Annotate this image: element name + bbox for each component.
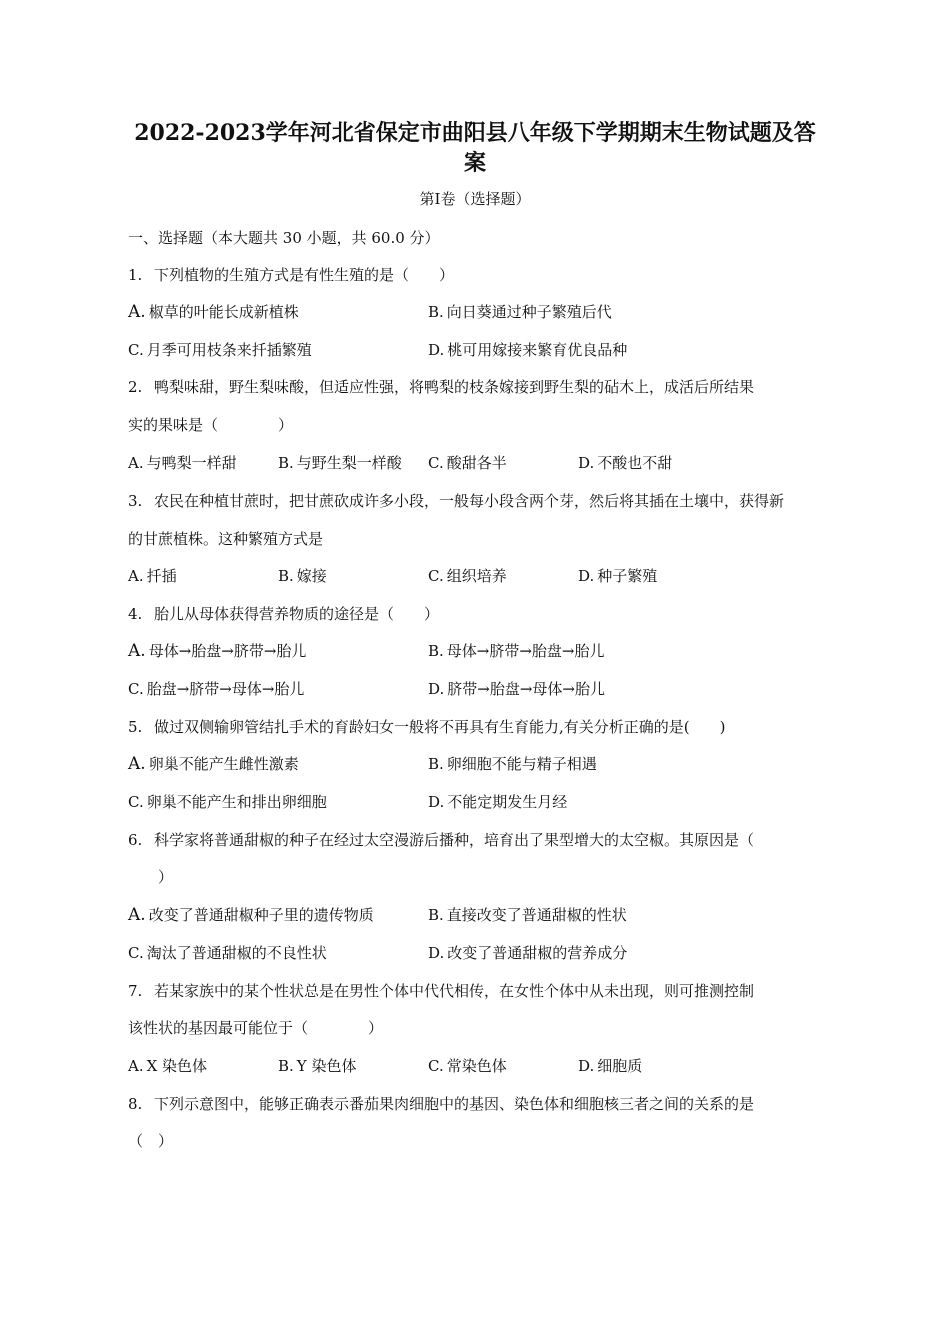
option-5a: A. 卵巢不能产生雌性激素 xyxy=(128,754,299,774)
option-4c: C. 胎盘→脐带→母体→胎儿 xyxy=(128,680,305,698)
option-5c: C. 卵巢不能产生和排出卵细胞 xyxy=(128,793,327,811)
option-3d: D. 种子繁殖 xyxy=(578,567,658,585)
question-number: 6. xyxy=(128,831,143,849)
question-number: 3. xyxy=(128,492,143,510)
option-6a: A. 改变了普通甜椒种子里的遗传物质 xyxy=(128,905,374,925)
question-number: 1. xyxy=(128,266,143,284)
question-6 xyxy=(128,829,754,851)
question-text: 若某家族中的某个性状总是在男性个体中代代相传，在女性个体中从未出现，则可推测控制 xyxy=(154,982,755,1000)
option-2a: A. 与鸭梨一样甜 xyxy=(128,454,237,472)
question-text: 鸭梨味甜，野生梨味酸，但适应性强，将鸭梨的枝条嫁接到野生梨的砧木上，成活后所结果 xyxy=(154,378,755,396)
option-6c: C. 淘汰了普通甜椒的不良性状 xyxy=(128,944,327,962)
option-7a: A. X 染色体 xyxy=(128,1057,208,1075)
option-7c: C. 常染色体 xyxy=(428,1057,507,1075)
question-6-cont: ） xyxy=(158,868,174,886)
question-number: 7. xyxy=(128,982,143,1000)
question-number: 4. xyxy=(128,605,143,623)
option-2b: B. 与野生梨一样酸 xyxy=(278,454,402,472)
option-3a: A. 扦插 xyxy=(128,567,177,585)
question-number: 2. xyxy=(128,378,143,396)
question-2-cont: 实的果味是（ ） xyxy=(128,416,294,434)
section-title: 第Ⅰ卷（选择题） xyxy=(419,190,531,208)
question-4 xyxy=(128,603,439,625)
option-6b: B. 直接改变了普通甜椒的性状 xyxy=(428,906,627,924)
question-text: 下列植物的生殖方式是有性生殖的是（ ） xyxy=(154,266,455,284)
document-title-line1: 2022-2023学年河北省保定市曲阳县八年级下学期期末生物试题及答 xyxy=(134,120,816,146)
option-7b: B. Y 染色体 xyxy=(278,1057,357,1075)
question-1 xyxy=(128,264,454,286)
document-title-line2: 案 xyxy=(463,150,486,176)
part-header: 一、选择题（本大题共 30 小题，共 60.0 分） xyxy=(128,229,440,247)
question-text: 下列示意图中，能够正确表示番茄果肉细胞中的基因、染色体和细胞核三者之间的关系的是 xyxy=(154,1095,755,1113)
question-text: 做过双侧输卵管结扎手术的育龄妇女一般将不再具有生育能力,有关分析正确的是( ) xyxy=(154,718,726,736)
question-5 xyxy=(128,716,725,738)
question-7-cont: 该性状的基因最可能位于（ ） xyxy=(128,1019,384,1037)
option-6d: D. 改变了普通甜椒的营养成分 xyxy=(428,944,628,962)
question-number: 5. xyxy=(128,718,143,736)
option-1d: D. 桃可用嫁接来繁育优良品种 xyxy=(428,341,628,359)
question-7 xyxy=(128,980,754,1002)
question-text: 农民在种植甘蔗时，把甘蔗砍成许多小段，一般每小段含两个芽，然后将其插在土壤中，获得新 xyxy=(154,492,785,510)
option-5d: D. 不能定期发生月经 xyxy=(428,793,568,811)
option-7d: D. 细胞质 xyxy=(578,1057,643,1075)
option-4a: A. 母体→胎盘→脐带→胎儿 xyxy=(128,641,307,661)
option-2d: D. 不酸也不甜 xyxy=(578,454,673,472)
question-8-cont: （ ） xyxy=(128,1132,174,1150)
option-4d: D. 脐带→胎盘→母体→胎儿 xyxy=(428,680,605,698)
option-1b: B. 向日葵通过种子繁殖后代 xyxy=(428,303,612,321)
option-3c: C. 组织培养 xyxy=(428,567,507,585)
option-4b: B. 母体→脐带→胎盘→胎儿 xyxy=(428,642,605,660)
question-3 xyxy=(128,490,784,512)
option-2c: C. 酸甜各半 xyxy=(428,454,507,472)
question-2 xyxy=(128,376,754,398)
question-number: 8. xyxy=(128,1095,143,1113)
question-text: 胎儿从母体获得营养物质的途径是（ ） xyxy=(154,605,440,623)
question-text: 科学家将普通甜椒的种子在经过太空漫游后播种，培育出了果型增大的太空椒。其原因是（ xyxy=(154,831,755,849)
option-1a: A. 椒草的叶能长成新植株 xyxy=(128,302,299,322)
option-1c: C. 月季可用枝条来扦插繁殖 xyxy=(128,341,312,359)
question-8 xyxy=(128,1093,754,1115)
option-3b: B. 嫁接 xyxy=(278,567,327,585)
question-3-cont: 的甘蔗植株。这种繁殖方式是 xyxy=(128,530,324,548)
option-5b: B. 卵细胞不能与精子相遇 xyxy=(428,755,597,773)
